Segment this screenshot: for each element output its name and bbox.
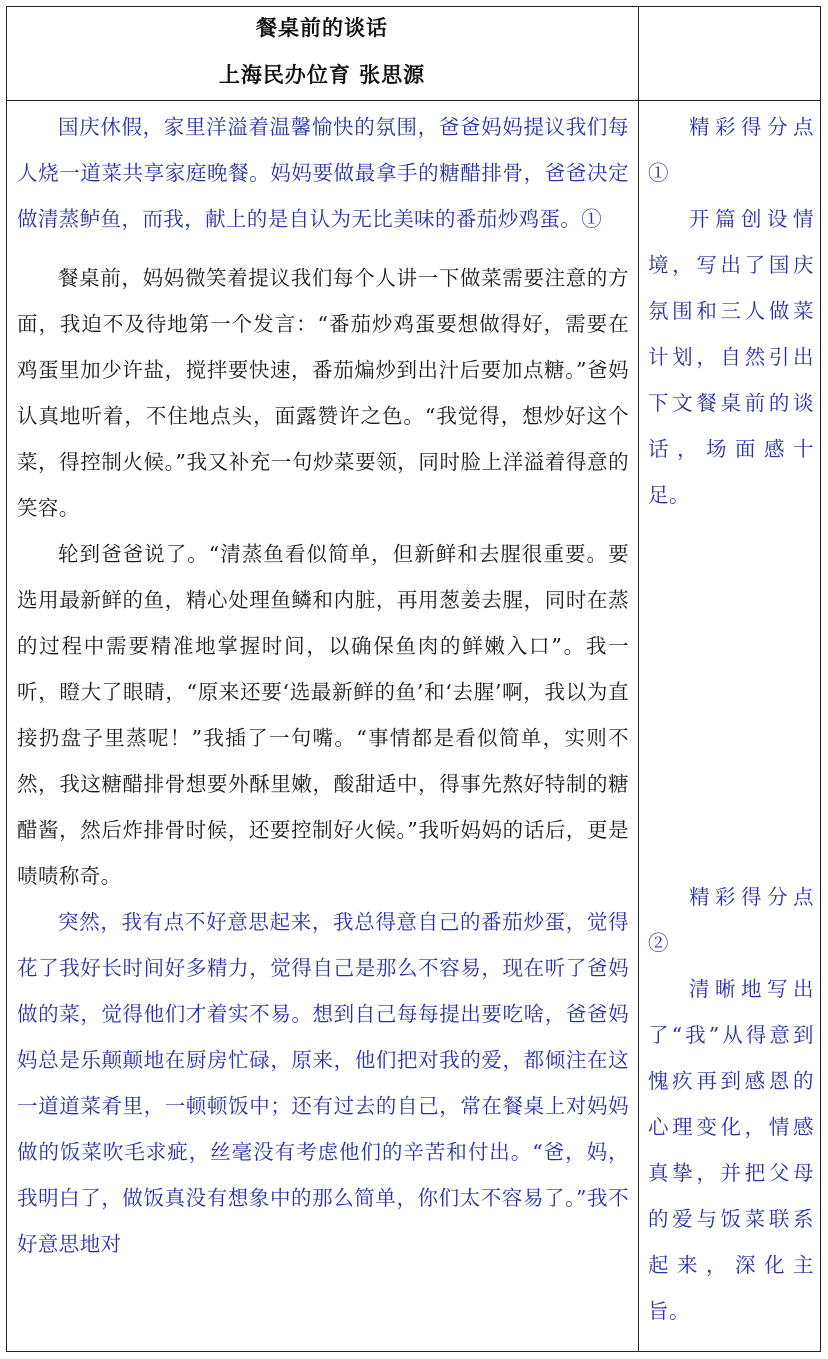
essay-author: 上海民办位育 张思源: [218, 62, 426, 87]
essay-table: [6, 6, 821, 1352]
essay-body: [17, 104, 629, 1267]
comment-1-heading: 精彩得分点①: [648, 115, 814, 185]
comment-2-heading: 精彩得分点②: [648, 885, 814, 955]
essay-paragraph-4: 突然，我有点不好意思起来，我总得意自己的番茄炒蛋，觉得花了我好长时间好多精力，觉得自己是那么不容易，现在听了爸妈做的菜，觉得他们才着实不易。想到自己每每提出要吃啥，爸爸妈妈总是乐颠颠地在厨房忙碌，原来，他们把对我的爱，都倾注在这一道道菜肴里，一顿顿饭中；还有过去的自己，常在餐桌上对妈妈做的饭菜吹毛求疵，丝毫没有考虑他们的辛苦和付出。“爸，妈，我明白了，做饭真没有想象中的那么简单，你们太不容易了。”我不好意思地对: [17, 910, 629, 1256]
essay-paragraph-1: 国庆休假，家里洋溢着温馨愉快的氛围，爸爸妈妈提议我们每人烧一道菜共享家庭晚餐。妈妈要做最拿手的糖醋排骨，爸爸决定做清蒸鲈鱼，而我，献上的是自认为无比美味的番茄炒鸡蛋。①: [17, 115, 629, 231]
comment-2: [648, 874, 814, 1334]
essay-title: 餐桌前的谈话: [256, 15, 388, 40]
comment-1: [648, 104, 814, 518]
header-divider: [6, 100, 821, 101]
essay-paragraph-3: 轮到爸爸说了。“清蒸鱼看似简单，但新鲜和去腥很重要。要选用最新鲜的鱼，精心处理鱼鳞和内脏，再用葱姜去腥，同时在蒸的过程中需要精准地掌握时间，以确保鱼肉的鲜嫩入口”。我一听，瞪大了眼睛，“原来还要‘选最新鲜的鱼’和‘去腥’啊，我以为直接扔盘子里蒸呢！”我插了一句嘴。“事情都是看似简单，实则不然，我这糖醋排骨想要外酥里嫩，酸甜适中，得事先熬好特制的糖醋酱，然后炸排骨时候，还要控制好火候。”我听妈妈的话后，更是啧啧称奇。: [17, 542, 629, 888]
comment-2-body: 清晰地写出了“我”从得意到愧疚再到感恩的心理变化，情感真挚，并把父母的爱与饭菜联系起来，深化主旨。: [648, 977, 814, 1323]
essay-paragraph-2: 餐桌前，妈妈微笑着提议我们每个人讲一下做菜需要注意的方面，我迫不及待地第一个发言：“番茄炒鸡蛋要想做得好，需要在鸡蛋里加少许盐，搅拌要快速，番茄煸炒到出汁后要加点糖。”爸妈认真地听着，不住地点头，面露赞许之色。“我觉得，想炒好这个菜，得控制火候。”我又补充一句炒菜要领，同时脸上洋溢着得意的笑容。: [17, 266, 629, 520]
comment-1-body: 开篇创设情境，写出了国庆氛围和三人做菜计划，自然引出下文餐桌前的谈话，场面感十足。: [648, 207, 814, 507]
column-divider: [638, 6, 639, 1352]
